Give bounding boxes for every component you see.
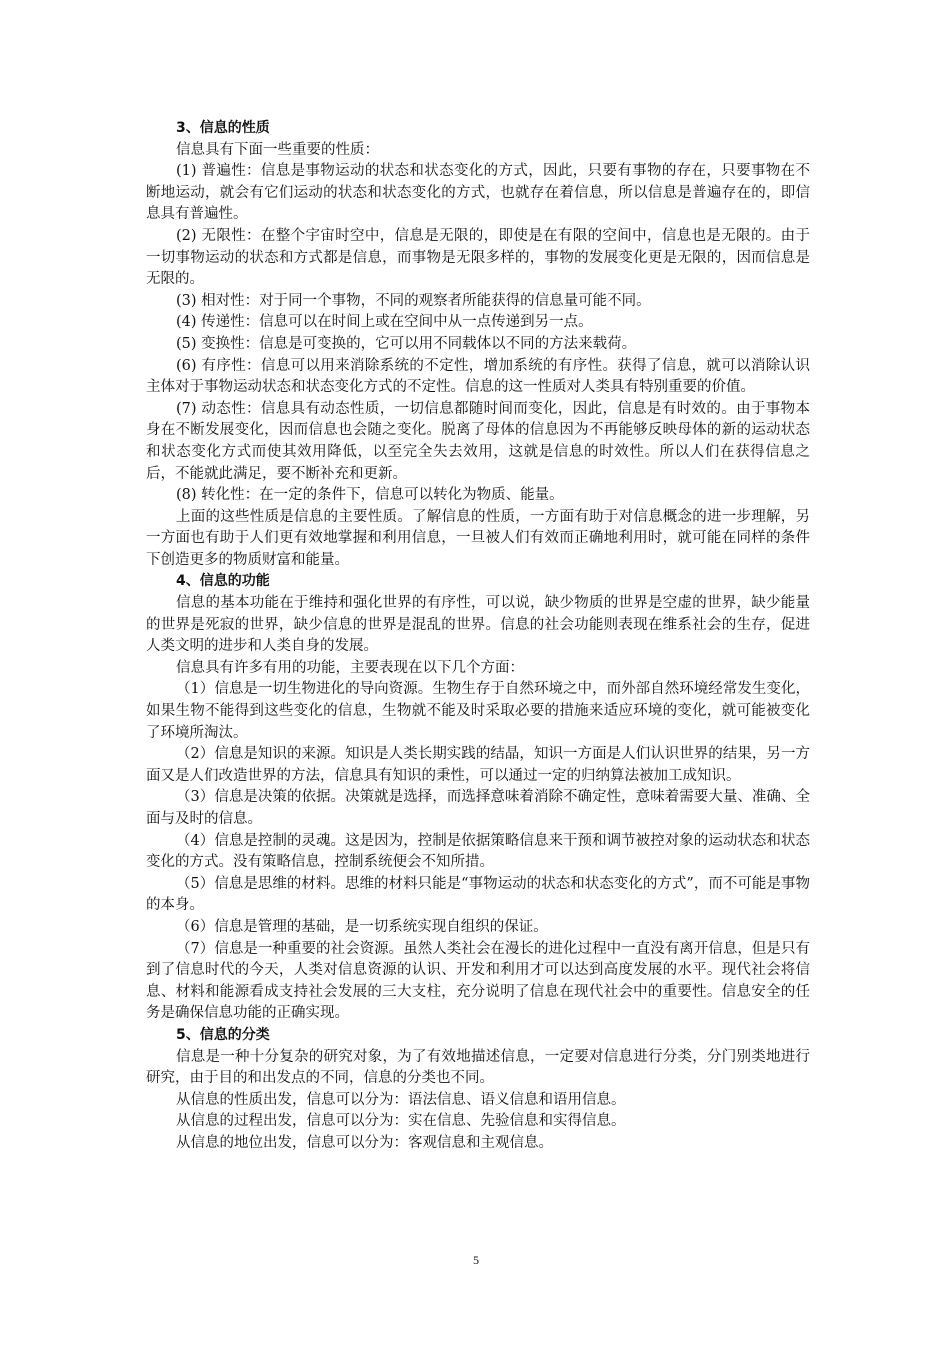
paragraph: 上面的这些性质是信息的主要性质。了解信息的性质，一方面有助于对信息概念的进一步理解，另一方面也有助于人们更有效地掌握和利用信息，一旦被人们有效而正确地利用时，就可能在同样的条件下创造更多的物质财富和能量。 (146, 508, 810, 568)
list-item: （4）信息是控制的灵魂。这是因为，控制是依据策略信息来干预和调节被控对象的运动状态和状态变化的方式。没有策略信息，控制系统便会不知所措。 (146, 832, 810, 871)
list-item: (6) 有序性：信息可以用来消除系统的不定性，增加系统的有序性。获得了信息，就可以消除认识主体对于事物运动状态和状态变化方式的不定性。信息的这一性质对人类具有特别重要的价值。 (146, 357, 810, 396)
list-item: （1）信息是一切生物进化的导向资源。生物生存于自然环境之中，而外部自然环境经常发生变化，如果生物不能得到这些变化的信息，生物就不能及时采取必要的措施来适应环境的变化，就可能被变化了环境所淘汰。 (146, 681, 810, 741)
paragraph: 信息具有许多有用的功能，主要表现在以下几个方面： (176, 659, 524, 676)
list-item: (8) 转化性：在一定的条件下，信息可以转化为物质、能量。 (176, 487, 564, 504)
section-heading-functions: 4、信息的功能 (176, 573, 270, 590)
paragraph: 从信息的地位出发，信息可以分为：客观信息和主观信息。 (176, 1134, 553, 1151)
list-item: （5）信息是思维的材料。思维的材料只能是“事物运动的状态和状态变化的方式”，而不可能是事物的本身。 (146, 875, 810, 914)
list-item: （7）信息是一种重要的社会资源。虽然人类社会在漫长的进化过程中一直没有离开信息，但是只有到了信息时代的今天，人类对信息资源的认识、开发和利用才可以达到高度发展的水平。现代社会将信息、材料和能源看成支持社会发展的三大支柱，充分说明了信息在现代社会中的重要性。信息安全的任务是确保信息功能的正确实现。 (146, 940, 810, 1022)
list-item: (3) 相对性：对于同一个事物，不同的观察者所能获得的信息量可能不同。 (176, 292, 651, 309)
list-item: (5) 变换性：信息是可变换的，它可以用不同载体以不同的方法来载荷。 (176, 335, 637, 352)
paragraph: 从信息的性质出发，信息可以分为：语法信息、语义信息和语用信息。 (176, 1091, 626, 1108)
list-item: (4) 传递性：信息可以在时间上或在空间中从一点传递到另一点。 (176, 314, 593, 331)
paragraph: 从信息的过程出发，信息可以分为：实在信息、先验信息和实得信息。 (176, 1113, 626, 1130)
list-item: （6）信息是管理的基础，是一切系统实现自组织的保证。 (176, 918, 548, 935)
list-item: (7) 动态性：信息具有动态性质，一切信息都随时间而变化，因此，信息是有时效的。由于事物本身在不断发展变化，因而信息也会随之变化。脱离了母体的信息因为不再能够反映母体的新的运动状态和状态变化方式而使其效用降低，以至完全失去效用，这就是信息的时效性。所以人们在获得信息之后，不能就此满足，要不断补充和更新。 (146, 400, 810, 482)
list-item: (2) 无限性：在整个宇宙时空中，信息是无限的，即使是在有限的空间中，信息也是无限的。由于一切事物运动的状态和方式都是信息，而事物是无限多样的，事物的发展变化更是无限的，因而信息是无限的。 (146, 227, 810, 288)
paragraph: 信息是一种十分复杂的研究对象，为了有效地描述信息，一定要对信息进行分类，分门别类地进行研究，由于目的和出发点的不同，信息的分类也不同。 (146, 1048, 810, 1087)
section-heading-properties: 3、信息的性质 (176, 120, 270, 136)
paragraph: 信息的基本功能在于维持和强化世界的有序性，可以说，缺少物质的世界是空虚的世界，缺少能量的世界是死寂的世界，缺少信息的世界是混乱的世界。信息的社会功能则表现在维系社会的生存，促进人类文明的进步和人类自身的发展。 (146, 595, 810, 655)
list-item: （3）信息是决策的依据。决策就是选择，而选择意味着消除不确定性，意味着需要大量、准确、全面与及时的信息。 (146, 789, 810, 827)
paragraph: 信息具有下面一些重要的性质： (176, 141, 379, 158)
document-body (146, 118, 810, 1155)
list-item: （2）信息是知识的来源。知识是人类长期实践的结晶，知识一方面是人们认识世界的结果，另一方面又是人们改造世界的方法，信息具有知识的秉性，可以通过一定的归纳算法被加工成知识。 (146, 746, 810, 784)
page-number: 5 (473, 1253, 479, 1267)
list-item: (1) 普遍性：信息是事物运动的状态和状态变化的方式，因此，只要有事物的存在，只要事物在不断地运动，就会有它们运动的状态和状态变化的方式，也就存在着信息，所以信息是普遍存在的，即信息具有普遍性。 (146, 163, 810, 223)
section-heading-classification: 5、信息的分类 (176, 1026, 270, 1043)
